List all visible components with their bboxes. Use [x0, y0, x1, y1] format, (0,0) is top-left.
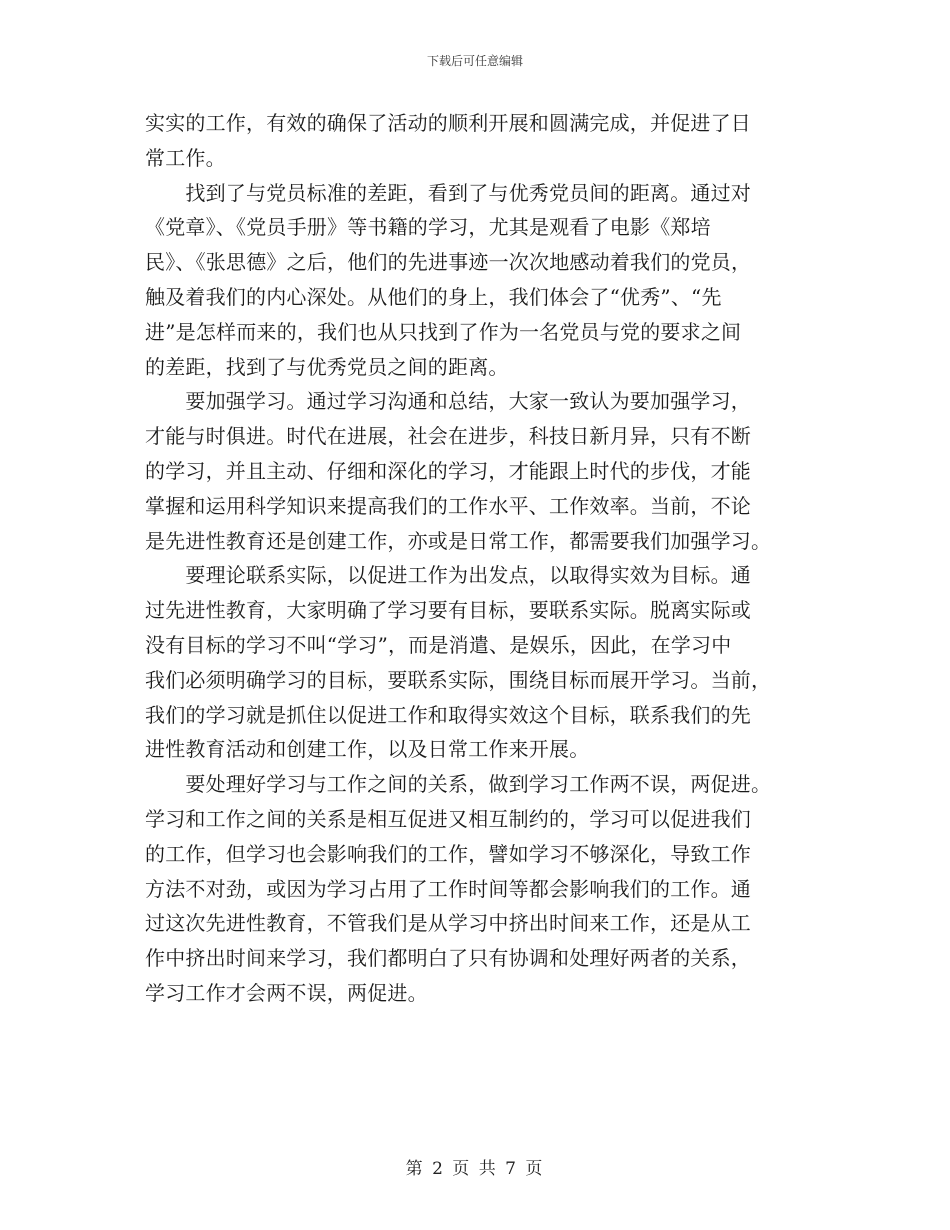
document-body [145, 106, 809, 1011]
text-line: 没有目标的学习不叫“学习”，而是消遣、是娱乐，因此，在学习中 [145, 632, 732, 657]
text-line: 我们的学习就是抓住以促进工作和取得实效这个目标，联系我们的先 [145, 702, 751, 727]
text-line: 要处理好学习与工作之间的关系，做到学习工作两不误，两促进。 [145, 772, 772, 797]
page-header: 下载后可任意编辑 [426, 54, 523, 68]
text-line: 作中挤出时间来学习，我们都明白了只有协调和处理好两者的关系， [145, 946, 751, 971]
text-line: 掌握和运用科学知识来提高我们的工作水平、工作效率。当前，不论 [145, 493, 751, 518]
text-line: 的学习，并且主动、仔细和深化的学习，才能跟上时代的步伐，才能 [145, 458, 751, 483]
text-line: 要理论联系实际，以促进工作为出发点，以取得实效为目标。通 [145, 563, 751, 588]
text-line: 是先进性教育还是创建工作，亦或是日常工作，都需要我们加强学习。 [145, 528, 772, 553]
text-line: 我们必须明确学习的目标，要联系实际，围绕目标而展开学习。当前， [145, 667, 772, 692]
text-line: 找到了与党员标准的差距，看到了与优秀党员间的距离。通过对 [145, 180, 751, 205]
text-line: 学习和工作之间的关系是相互促进又相互制约的，学习可以促进我们 [145, 806, 751, 831]
text-line: 要加强学习。通过学习沟通和总结，大家一致认为要加强学习， [145, 389, 751, 414]
text-line: 的工作，但学习也会影响我们的工作，譬如学习不够深化，导致工作 [145, 841, 751, 866]
text-line: 实实的工作，有效的确保了活动的顺利开展和圆满完成，并促进了日 [145, 111, 751, 135]
text-line: 过这次先进性教育，不管我们是从学习中挤出时间来工作，还是从工 [145, 911, 751, 936]
text-line: 过先进性教育，大家明确了学习要有目标，要联系实际。脱离实际或 [145, 598, 751, 623]
text-line: 才能与时俱进。时代在进展，社会在进步，科技日新月异，只有不断 [145, 424, 751, 449]
text-line: 学习工作才会两不误，两促进。 [145, 980, 428, 1005]
text-line: 方法不对劲，或因为学习占用了工作时间等都会影响我们的工作。通 [145, 876, 751, 901]
page-number: 第 2 页 共 7 页 [405, 1159, 545, 1179]
text-line: 常工作。 [145, 145, 226, 170]
text-line: 的差距，找到了与优秀党员之间的距离。 [145, 354, 509, 379]
text-line: 进性教育活动和创建工作，以及日常工作来开展。 [145, 737, 590, 762]
text-line: 《党章》、《党员手册》等书籍的学习，尤其是观看了电影《郑培 [145, 215, 711, 240]
text-line: 触及着我们的内心深处。从他们的身上，我们体会了“优秀”、“先 [145, 284, 722, 309]
text-line: 民》、《张思德》之后，他们的先进事迹一次次地感动着我们的党员， [145, 250, 752, 275]
text-line: 进”是怎样而来的，我们也从只找到了作为一名党员与党的要求之间 [145, 319, 742, 344]
